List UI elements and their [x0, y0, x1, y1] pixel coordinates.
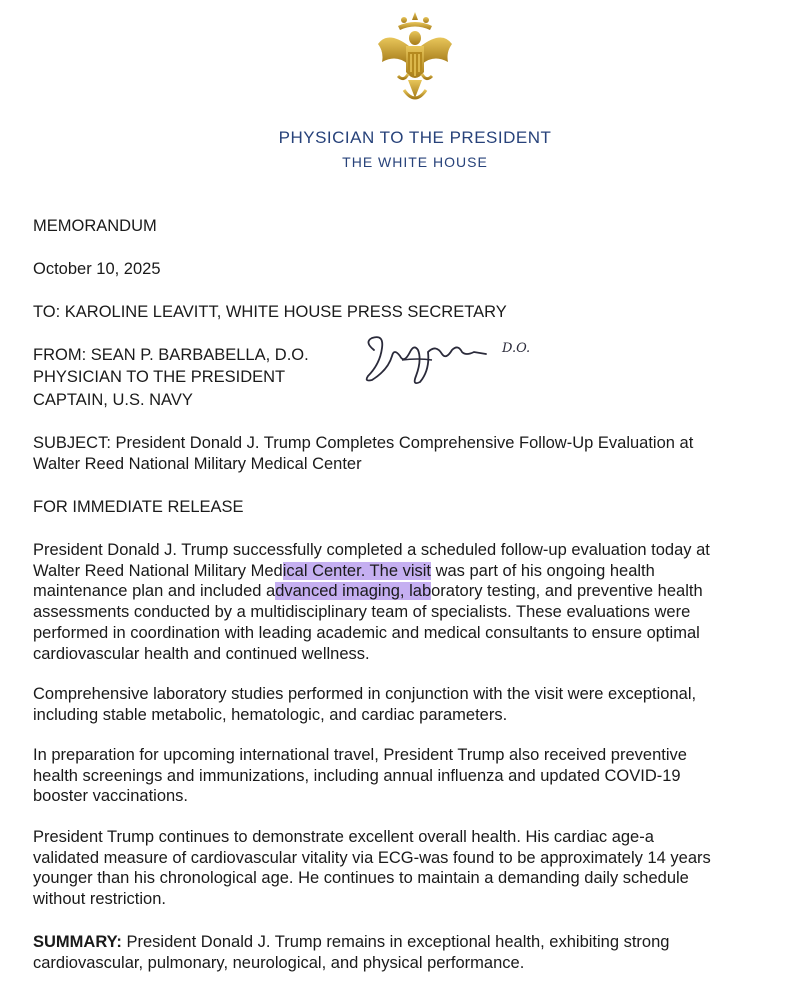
letterhead-subtitle: THE WHITE HOUSE — [342, 154, 488, 170]
body-paragraph-3 — [33, 745, 773, 807]
text-span: was part of his ongoing health — [431, 561, 655, 580]
summary-paragraph — [33, 932, 773, 973]
memo-to: TO: KAROLINE LEAVITT, WHITE HOUSE PRESS SECRETARY — [33, 303, 507, 321]
paragraph-line: Comprehensive laboratory studies performed in conjunction with the visit were exceptional, — [33, 685, 697, 703]
memo-from-rank: CAPTAIN, U.S. NAVY — [33, 391, 193, 409]
paragraph-line: President Donald J. Trump successfully completed a scheduled follow-up evaluation today at — [33, 541, 710, 559]
paragraph-line: assessments conducted by a multidisciplinary team of specialists. These evaluations were — [33, 603, 691, 622]
handwritten-signature — [362, 330, 542, 392]
memo-subject — [33, 433, 773, 474]
text-span: President Donald J. Trump remains in exceptional health, exhibiting strong — [121, 933, 670, 951]
body-paragraph-4 — [33, 827, 773, 910]
subject-line: SUBJECT: President Donald J. Trump Completes Comprehensive Follow-Up Evaluation at — [33, 434, 694, 452]
memo-date: October 10, 2025 — [33, 260, 161, 278]
paragraph-line: cardiovascular, pulmonary, neurological, and physical performance. — [33, 953, 525, 972]
letterhead-title: PHYSICIAN TO THE PRESIDENT — [278, 128, 552, 147]
body-paragraph-1 — [33, 540, 773, 664]
paragraph-line: health screenings and immunizations, including annual influenza and updated COVID-19 — [33, 766, 681, 785]
paragraph-line: validated measure of cardiovascular vitality via ECG-was found to be approximately 14 years — [33, 848, 711, 867]
summary-label: SUMMARY: — [33, 933, 122, 951]
paragraph-line: In preparation for upcoming international travel, President Trump also received preventive — [33, 746, 687, 764]
text-span: oratory testing, and preventive health — [431, 582, 703, 601]
subject-line: Walter Reed National Military Medical Center — [33, 454, 362, 473]
highlighted-text: ical Center. The visit — [282, 561, 431, 580]
presidential-seal-eagle-icon — [374, 10, 456, 120]
paragraph-line — [33, 581, 773, 602]
body-paragraph-2 — [33, 684, 773, 725]
paragraph-line — [33, 932, 773, 953]
paragraph-line: including stable metabolic, hematologic, and cardiac parameters. — [33, 705, 508, 724]
release-label: FOR IMMEDIATE RELEASE — [33, 498, 244, 516]
paragraph-line: cardiovascular health and continued wellness. — [33, 644, 370, 663]
highlighted-text: dvanced imaging, lab — [275, 582, 432, 601]
paragraph-line: performed in coordination with leading academic and medical consultants to ensure optimal — [33, 623, 700, 642]
paragraph-line: President Trump continues to demonstrate excellent overall health. His cardiac age-a — [33, 828, 654, 846]
memo-from-title: PHYSICIAN TO THE PRESIDENT — [33, 368, 286, 386]
paragraph-line: younger than his chronological age. He continues to maintain a demanding daily schedule — [33, 869, 689, 888]
paragraph-line — [33, 561, 773, 582]
signature-suffix: D.O. — [502, 341, 531, 356]
memo-from: FROM: SEAN P. BARBABELLA, D.O. — [33, 346, 309, 364]
memo-type: MEMORANDUM — [33, 217, 157, 235]
text-span: Walter Reed National Military Med — [33, 561, 283, 580]
paragraph-line: booster vaccinations. — [33, 787, 189, 806]
paragraph-line: without restriction. — [33, 890, 166, 909]
text-span: maintenance plan and included a — [33, 582, 276, 601]
